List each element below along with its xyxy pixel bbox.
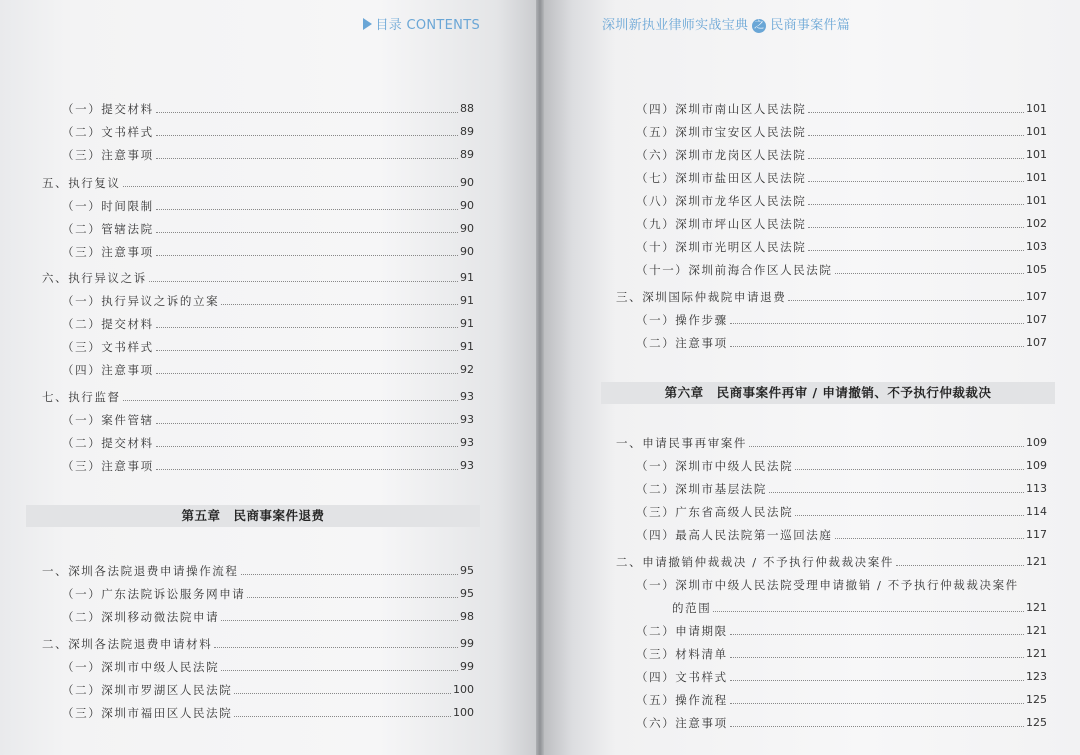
toc-entry: （六）注意事项 125 (636, 716, 1047, 730)
toc-entry: （二）注意事项 107 (636, 336, 1047, 350)
toc-entry: （一）深圳市中级人民法院受理申请撤销 / 不予执行仲裁裁决案件 (636, 578, 1019, 592)
toc-entry: （三）注意事项 89 (62, 148, 474, 162)
toc-entry: （十一）深圳前海合作区人民法院 105 (636, 263, 1047, 277)
toc-entry: （三）深圳市福田区人民法院 100 (62, 706, 474, 720)
toc-entry: （二）深圳市罗湖区人民法院 100 (62, 683, 474, 697)
toc-entry: 七、执行监督 93 (42, 390, 474, 404)
toc-entry-continued: 的范围 121 (672, 601, 1047, 615)
triangle-icon (363, 18, 372, 30)
toc-entry: （三）注意事项 90 (62, 245, 474, 259)
toc-entry: 六、执行异议之诉 91 (42, 271, 474, 285)
book-spine (536, 0, 544, 755)
toc-entry: （三）广东省高级人民法院 114 (636, 505, 1047, 519)
toc-entry: （十）深圳市光明区人民法院 103 (636, 240, 1047, 254)
toc-entry: （四）深圳市南山区人民法院 101 (636, 102, 1047, 116)
toc-entry: （九）深圳市坪山区人民法院 102 (636, 217, 1047, 231)
toc-entry: （四）文书样式 123 (636, 670, 1047, 684)
left-header: 目录 CONTENTS (363, 14, 480, 33)
chapter-title: 第五章 民商事案件退费 (26, 505, 480, 527)
toc-entry: （一）案件管辖 93 (62, 413, 474, 427)
toc-entry: （三）文书样式 91 (62, 340, 474, 354)
toc-entry: （一）提交材料 88 (62, 102, 474, 116)
zhi-badge: 之 (754, 20, 765, 31)
toc-entry: 二、深圳各法院退费申请材料 99 (42, 637, 474, 651)
toc-entry: （一）深圳市中级人民法院 109 (636, 459, 1047, 473)
toc-entry: （三）材料清单 121 (636, 647, 1047, 661)
toc-entry: 二、申请撤销仲裁裁决 / 不予执行仲裁裁决案件 121 (616, 555, 1047, 569)
right-page (540, 0, 1080, 755)
toc-entry: （一）广东法院诉讼服务网申请 95 (62, 587, 474, 601)
toc-entry: （一）深圳市中级人民法院 99 (62, 660, 474, 674)
toc-entry: （五）操作流程 125 (636, 693, 1047, 707)
toc-entry: （二）提交材料 93 (62, 436, 474, 450)
toc-entry: 三、深圳国际仲裁院申请退费 107 (616, 290, 1047, 304)
toc-entry: （二）提交材料 91 (62, 317, 474, 331)
toc-entry: （八）深圳市龙华区人民法院 101 (636, 194, 1047, 208)
toc-entry: （二）深圳移动微法院申请 98 (62, 610, 474, 624)
toc-entry: 五、执行复议 90 (42, 176, 474, 190)
chapter-title: 第六章 民商事案件再审 / 申请撤销、不予执行仲裁裁决 (601, 382, 1055, 404)
toc-entry: （二）深圳市基层法院 113 (636, 482, 1047, 496)
toc-entry: （七）深圳市盐田区人民法院 101 (636, 171, 1047, 185)
toc-entry: （一）操作步骤 107 (636, 313, 1047, 327)
toc-entry: （六）深圳市龙岗区人民法院 101 (636, 148, 1047, 162)
toc-entry: （二）管辖法院 90 (62, 222, 474, 236)
toc-entry: （一）执行异议之诉的立案 91 (62, 294, 474, 308)
toc-entry: （三）注意事项 93 (62, 459, 474, 473)
toc-entry: （二）申请期限 121 (636, 624, 1047, 638)
toc-entry: （一）时间限制 90 (62, 199, 474, 213)
toc-entry: （四）注意事项 92 (62, 363, 474, 377)
toc-entry: （五）深圳市宝安区人民法院 101 (636, 125, 1047, 139)
right-header: 深圳新执业律师实战宝典 之 民商事案件篇 (602, 18, 851, 33)
toc-entry: （四）最高人民法院第一巡回法庭 117 (636, 528, 1047, 542)
toc-entry: （二）文书样式 89 (62, 125, 474, 139)
toc-entry: 一、深圳各法院退费申请操作流程 95 (42, 564, 474, 578)
toc-entry: 一、申请民事再审案件 109 (616, 436, 1047, 450)
